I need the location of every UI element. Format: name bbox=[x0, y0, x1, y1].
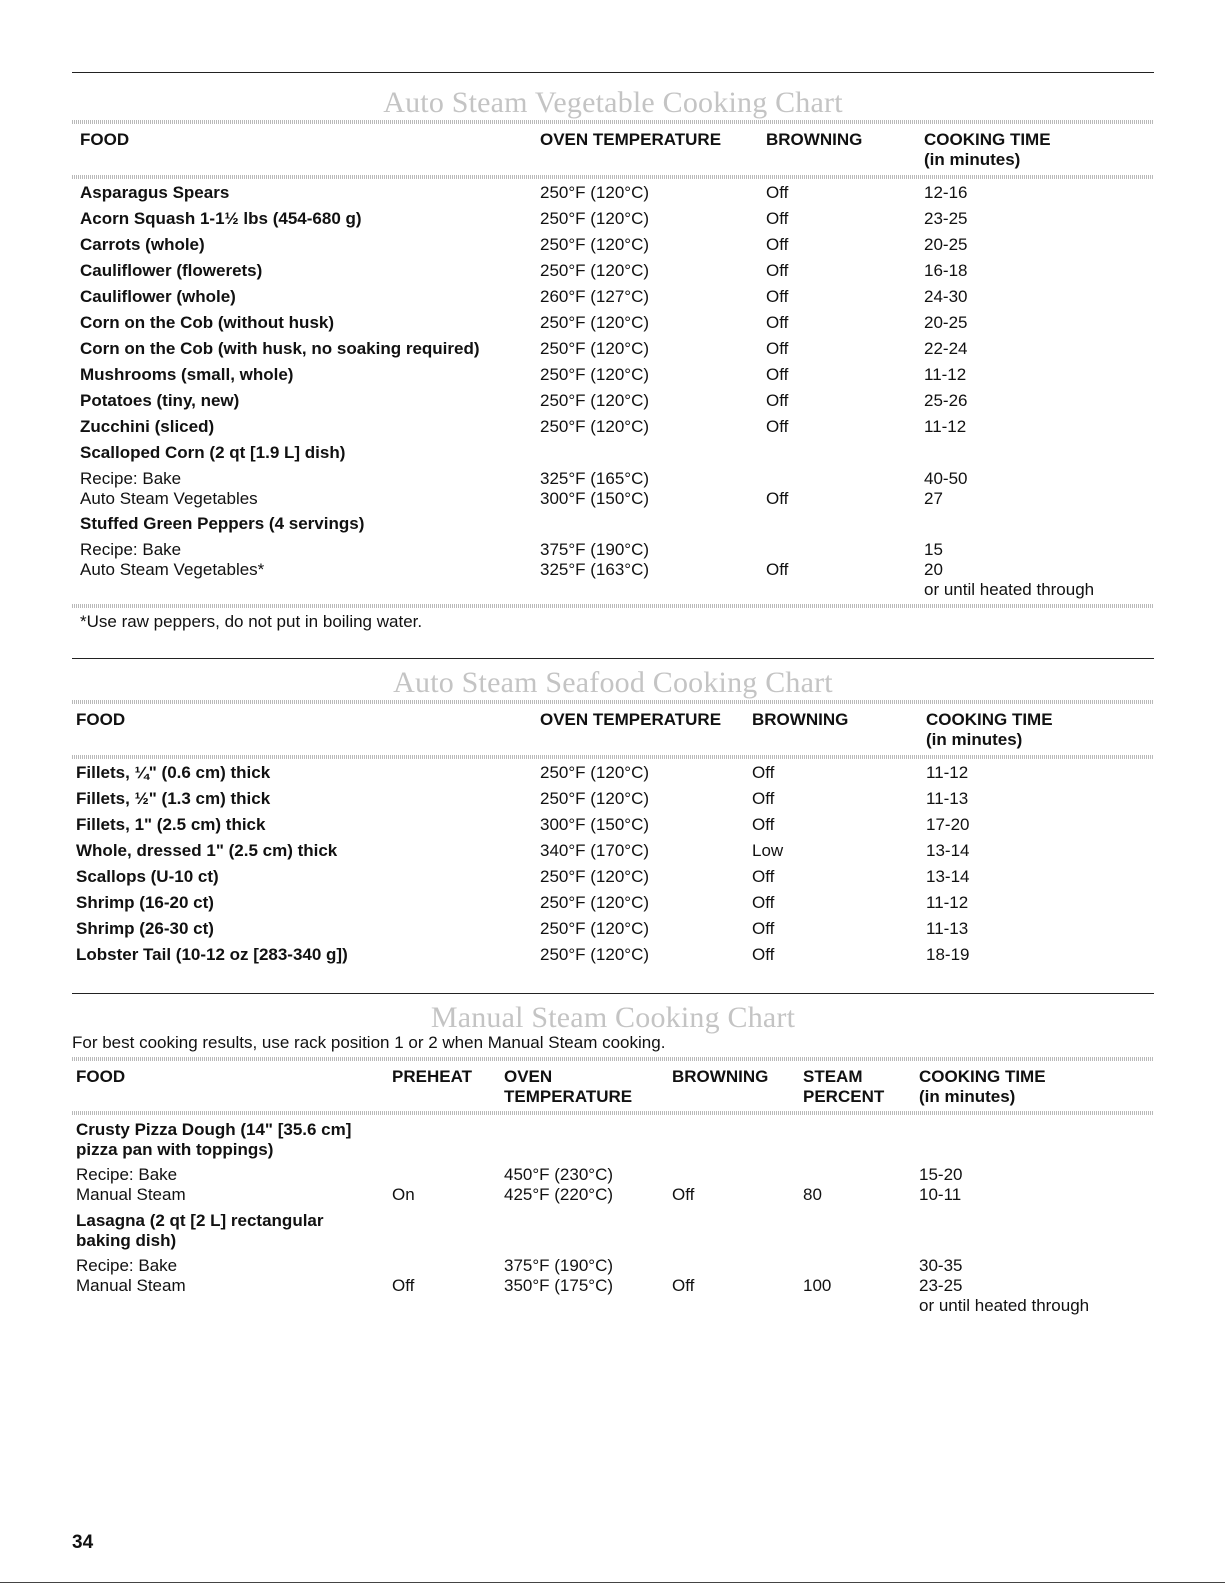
oven-temperature: 250°F (120°C) bbox=[540, 209, 650, 228]
seafood-chart bbox=[72, 658, 1154, 988]
food-name: Zucchini (sliced) bbox=[80, 417, 215, 436]
browning-value: Off bbox=[766, 183, 789, 202]
browning-value: Off bbox=[752, 945, 775, 964]
oven-temperature: 300°F (150°C) bbox=[540, 489, 650, 508]
header-cooking-time: COOKING TIME bbox=[926, 710, 1053, 729]
table-bottom-divider bbox=[72, 604, 1154, 608]
cooking-time: 11-12 bbox=[924, 417, 967, 436]
oven-temperature: 340°F (170°C) bbox=[540, 841, 650, 860]
table-row bbox=[72, 183, 1154, 209]
food-name: Fillets, ½" (1.3 cm) thick bbox=[76, 789, 271, 808]
header-top-divider bbox=[72, 1057, 1154, 1061]
browning-value: Off bbox=[766, 391, 789, 410]
browning-value: Off bbox=[766, 560, 789, 579]
manual-steam-chart bbox=[72, 993, 1154, 1338]
cooking-time: 15-20 bbox=[919, 1165, 963, 1184]
method-label: Auto Steam Vegetables* bbox=[80, 560, 265, 579]
table-row bbox=[72, 789, 1154, 815]
oven-temperature: 350°F (175°C) bbox=[504, 1276, 614, 1295]
header-food: FOOD bbox=[76, 710, 126, 729]
food-name-line2: baking dish) bbox=[76, 1231, 177, 1250]
cooking-time: 20-25 bbox=[924, 313, 968, 332]
section-top-rule bbox=[72, 72, 1154, 73]
table-row bbox=[72, 815, 1154, 841]
cooking-time: 12-16 bbox=[924, 183, 968, 202]
food-name: Whole, dressed 1" (2.5 cm) thick bbox=[76, 841, 338, 860]
table-row bbox=[72, 560, 1154, 600]
oven-temperature: 450°F (230°C) bbox=[504, 1165, 614, 1184]
manual-steam-chart-title: Manual Steam Cooking Chart bbox=[430, 1001, 796, 1034]
table-row bbox=[72, 365, 1154, 391]
food-name-line2: pizza pan with toppings) bbox=[76, 1140, 274, 1159]
page-number: 34 bbox=[72, 1532, 94, 1553]
browning-value: Off bbox=[752, 893, 775, 912]
method-label: Recipe: Bake bbox=[80, 469, 182, 488]
food-name: Crusty Pizza Dough (14" [35.6 cm] bbox=[76, 1120, 352, 1139]
header-steam: STEAM bbox=[803, 1067, 863, 1086]
browning-value: Off bbox=[752, 867, 775, 886]
group-heading bbox=[72, 1120, 1154, 1160]
table-row bbox=[72, 469, 1154, 489]
food-name: Corn on the Cob (with husk, no soaking required) bbox=[80, 339, 480, 358]
footnote: *Use raw peppers, do not put in boiling water. bbox=[80, 612, 423, 631]
table-row bbox=[72, 489, 1154, 515]
group-heading bbox=[72, 1211, 1154, 1251]
cooking-time: 15 bbox=[924, 540, 943, 559]
cooking-time: 17-20 bbox=[926, 815, 970, 834]
food-name: Stuffed Green Peppers (4 servings) bbox=[80, 514, 365, 533]
oven-temperature: 250°F (120°C) bbox=[540, 261, 650, 280]
browning-value: Off bbox=[766, 235, 789, 254]
header-bottom-divider bbox=[72, 755, 1154, 759]
browning-value: Off bbox=[752, 919, 775, 938]
table-row bbox=[72, 919, 1154, 945]
cooking-time: 18-19 bbox=[926, 945, 970, 964]
header-cooking-time-sub: (in minutes) bbox=[919, 1087, 1016, 1106]
oven-temperature: 325°F (165°C) bbox=[540, 469, 650, 488]
browning-value: Off bbox=[766, 261, 789, 280]
cooking-time: 16-18 bbox=[924, 261, 968, 280]
food-name: Corn on the Cob (without husk) bbox=[80, 313, 335, 332]
section-top-rule bbox=[72, 658, 1154, 659]
page-bottom-rule bbox=[0, 1582, 1225, 1583]
vegetable-chart-title: Auto Steam Vegetable Cooking Chart bbox=[383, 86, 843, 119]
header-food: FOOD bbox=[76, 1067, 126, 1086]
table-row bbox=[72, 391, 1154, 417]
oven-temperature: 250°F (120°C) bbox=[540, 391, 650, 410]
cooking-time: 25-26 bbox=[924, 391, 968, 410]
browning-value: Off bbox=[766, 489, 789, 508]
header-browning: BROWNING bbox=[752, 710, 849, 729]
cooking-time: 11-13 bbox=[926, 789, 969, 808]
cooking-time: 30-35 bbox=[919, 1256, 963, 1275]
method-label: Auto Steam Vegetables bbox=[80, 489, 258, 508]
oven-temperature: 300°F (150°C) bbox=[540, 815, 650, 834]
browning-value: Off bbox=[766, 209, 789, 228]
preheat-value: On bbox=[392, 1185, 415, 1204]
table-row bbox=[72, 1256, 1154, 1276]
food-name: Carrots (whole) bbox=[80, 235, 205, 254]
cooking-time-note: or until heated through bbox=[919, 1296, 1090, 1315]
table-row bbox=[72, 287, 1154, 313]
oven-temperature: 260°F (127°C) bbox=[540, 287, 650, 306]
header-oven-temperature: OVEN TEMPERATURE bbox=[540, 130, 722, 149]
oven-temperature: 250°F (120°C) bbox=[540, 919, 650, 938]
table-row bbox=[72, 417, 1154, 443]
browning-value: Off bbox=[752, 789, 775, 808]
cooking-time-note: or until heated through bbox=[924, 580, 1095, 599]
cooking-time: 11-12 bbox=[926, 763, 969, 782]
cooking-time: 40-50 bbox=[924, 469, 968, 488]
header-bottom-divider bbox=[72, 175, 1154, 179]
cooking-time: 20 bbox=[924, 560, 943, 579]
header-food: FOOD bbox=[80, 130, 130, 149]
oven-temperature: 375°F (190°C) bbox=[504, 1256, 614, 1275]
header-oven: OVEN bbox=[504, 1067, 553, 1086]
browning-value: Low bbox=[752, 841, 784, 860]
cooking-time: 11-13 bbox=[926, 919, 969, 938]
table-row bbox=[72, 313, 1154, 339]
table-row bbox=[72, 945, 1154, 971]
table-row bbox=[72, 209, 1154, 235]
food-name: Fillets, ¼" (0.6 cm) thick bbox=[76, 763, 271, 782]
food-name: Scalloped Corn (2 qt [1.9 L] dish) bbox=[80, 443, 346, 462]
table-row bbox=[72, 339, 1154, 365]
oven-temperature: 250°F (120°C) bbox=[540, 365, 650, 384]
food-name: Lobster Tail (10-12 oz [283-340 g]) bbox=[76, 945, 348, 964]
header-cooking-time: COOKING TIME bbox=[919, 1067, 1046, 1086]
method-label: Manual Steam bbox=[76, 1276, 186, 1295]
header-cooking-time-sub: (in minutes) bbox=[924, 150, 1021, 169]
food-name: Mushrooms (small, whole) bbox=[80, 365, 294, 384]
method-label: Recipe: Bake bbox=[76, 1256, 178, 1275]
oven-temperature: 250°F (120°C) bbox=[540, 417, 650, 436]
oven-temperature: 250°F (120°C) bbox=[540, 313, 650, 332]
food-name: Potatoes (tiny, new) bbox=[80, 391, 240, 410]
food-name: Acorn Squash 1-1½ lbs (454-680 g) bbox=[80, 209, 362, 228]
table-row bbox=[72, 763, 1154, 789]
food-name: Asparagus Spears bbox=[80, 183, 230, 202]
seafood-chart-title: Auto Steam Seafood Cooking Chart bbox=[393, 666, 833, 699]
browning-value: Off bbox=[766, 313, 789, 332]
food-name: Shrimp (16-20 ct) bbox=[76, 893, 214, 912]
oven-temperature: 250°F (120°C) bbox=[540, 183, 650, 202]
food-name: Fillets, 1" (2.5 cm) thick bbox=[76, 815, 266, 834]
oven-temperature: 425°F (220°C) bbox=[504, 1185, 614, 1204]
header-top-divider bbox=[72, 700, 1154, 704]
browning-value: Off bbox=[766, 365, 789, 384]
cooking-time: 22-24 bbox=[924, 339, 968, 358]
method-label: Manual Steam bbox=[76, 1185, 186, 1204]
cooking-time: 20-25 bbox=[924, 235, 968, 254]
table-row bbox=[72, 1276, 1154, 1316]
table-row bbox=[72, 261, 1154, 287]
intro-text: For best cooking results, use rack position 1 or 2 when Manual Steam cooking. bbox=[72, 1033, 666, 1052]
browning-value: Off bbox=[766, 417, 789, 436]
steam-percent: 80 bbox=[803, 1185, 822, 1204]
browning-value: Off bbox=[752, 763, 775, 782]
header-bottom-divider bbox=[72, 1111, 1154, 1115]
cooking-time: 23-25 bbox=[919, 1276, 963, 1295]
header-top-divider bbox=[72, 120, 1154, 124]
cooking-time: 27 bbox=[924, 489, 943, 508]
cooking-time: 10-11 bbox=[919, 1185, 962, 1204]
section-top-rule bbox=[72, 993, 1154, 994]
food-name: Scallops (U-10 ct) bbox=[76, 867, 219, 886]
header-oven-sub: TEMPERATURE bbox=[504, 1087, 633, 1106]
header-preheat: PREHEAT bbox=[392, 1067, 472, 1086]
food-name: Cauliflower (whole) bbox=[80, 287, 236, 306]
cooking-time: 13-14 bbox=[926, 841, 970, 860]
food-name: Cauliflower (flowerets) bbox=[80, 261, 263, 280]
cooking-time: 11-12 bbox=[926, 893, 969, 912]
table-row bbox=[72, 841, 1154, 867]
oven-temperature: 325°F (163°C) bbox=[540, 560, 650, 579]
cooking-time: 23-25 bbox=[924, 209, 968, 228]
table-row bbox=[72, 235, 1154, 261]
method-label: Recipe: Bake bbox=[76, 1165, 178, 1184]
table-row bbox=[72, 867, 1154, 893]
group-heading bbox=[72, 443, 1154, 469]
oven-temperature: 250°F (120°C) bbox=[540, 339, 650, 358]
header-browning: BROWNING bbox=[766, 130, 863, 149]
header-cooking-time-sub: (in minutes) bbox=[926, 730, 1023, 749]
header-oven-temperature: OVEN TEMPERATURE bbox=[540, 710, 722, 729]
cooking-time: 13-14 bbox=[926, 867, 970, 886]
table-row bbox=[72, 1185, 1154, 1205]
table-row bbox=[72, 540, 1154, 560]
browning-value: Off bbox=[766, 339, 789, 358]
oven-temperature: 250°F (120°C) bbox=[540, 763, 650, 782]
food-name: Lasagna (2 qt [2 L] rectangular bbox=[76, 1211, 324, 1230]
header-steam-sub: PERCENT bbox=[803, 1087, 885, 1106]
header-browning: BROWNING bbox=[672, 1067, 769, 1086]
food-name: Shrimp (26-30 ct) bbox=[76, 919, 214, 938]
table-row bbox=[72, 1165, 1154, 1185]
oven-temperature: 250°F (120°C) bbox=[540, 867, 650, 886]
browning-value: Off bbox=[672, 1276, 695, 1295]
preheat-value: Off bbox=[392, 1276, 415, 1295]
oven-temperature: 250°F (120°C) bbox=[540, 235, 650, 254]
oven-temperature: 250°F (120°C) bbox=[540, 945, 650, 964]
method-label: Recipe: Bake bbox=[80, 540, 182, 559]
vegetable-chart bbox=[72, 72, 1154, 652]
oven-temperature: 250°F (120°C) bbox=[540, 893, 650, 912]
browning-value: Off bbox=[752, 815, 775, 834]
oven-temperature: 250°F (120°C) bbox=[540, 789, 650, 808]
browning-value: Off bbox=[766, 287, 789, 306]
browning-value: Off bbox=[672, 1185, 695, 1204]
cooking-time: 11-12 bbox=[924, 365, 967, 384]
cooking-time: 24-30 bbox=[924, 287, 968, 306]
oven-temperature: 375°F (190°C) bbox=[540, 540, 650, 559]
header-cooking-time: COOKING TIME bbox=[924, 130, 1051, 149]
group-heading bbox=[72, 514, 1154, 540]
table-row bbox=[72, 893, 1154, 919]
steam-percent: 100 bbox=[803, 1276, 832, 1295]
